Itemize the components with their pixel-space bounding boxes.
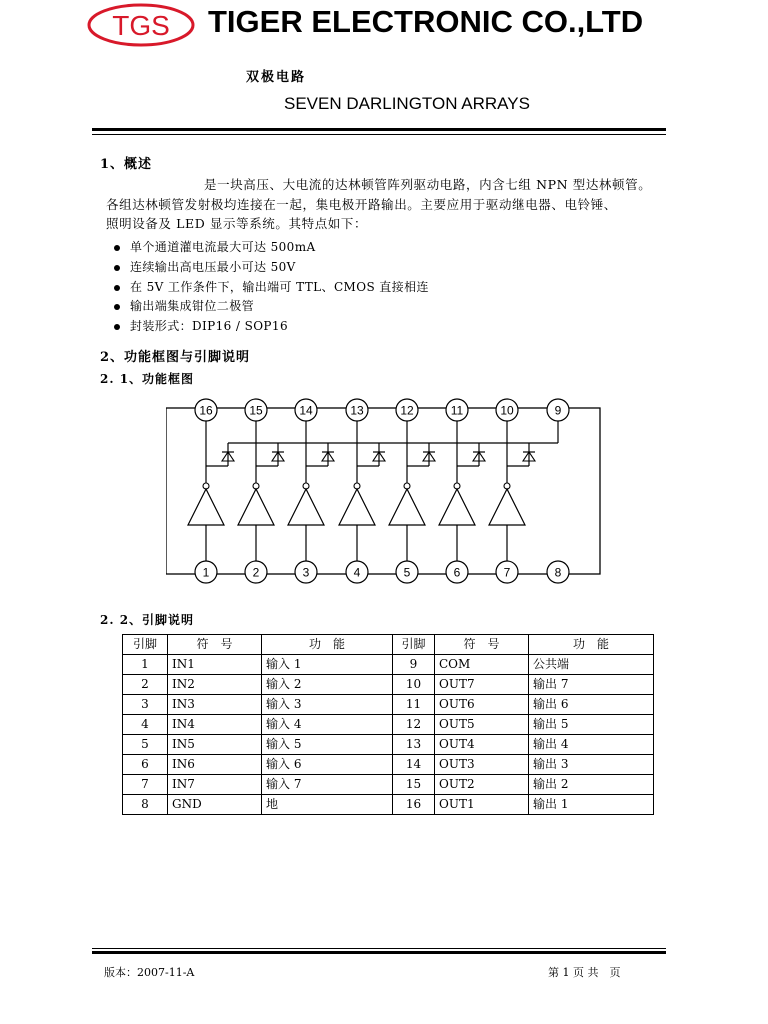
pin-function: 输入 1 xyxy=(262,655,393,675)
pin-number: 12 xyxy=(393,715,435,735)
header-divider-thick xyxy=(92,128,666,131)
table-header-row xyxy=(123,635,654,655)
pin-function: 输入 2 xyxy=(262,675,393,695)
header-cell: 符 号 xyxy=(435,635,529,655)
pin-number: 14 xyxy=(393,755,435,775)
pin-label: 10 xyxy=(500,403,514,418)
pin-symbol: OUT6 xyxy=(435,695,529,715)
pin-number: 1 xyxy=(123,655,168,675)
pin-table xyxy=(122,634,654,815)
table-row xyxy=(123,795,654,815)
pin-symbol: IN2 xyxy=(168,675,262,695)
pin-function: 输入 7 xyxy=(262,775,393,795)
header-cell: 引脚 xyxy=(393,635,435,655)
buffer-triangle xyxy=(489,489,525,525)
pin-number: 4 xyxy=(123,715,168,735)
pin-function: 地 xyxy=(262,795,393,815)
page-number: 第 1 页 共 页 xyxy=(548,966,621,979)
footer-divider-thin xyxy=(92,948,666,949)
header-cell: 引脚 xyxy=(123,635,168,655)
pin-function: 输出 5 xyxy=(529,715,654,735)
header-cell: 功 能 xyxy=(529,635,654,655)
tgs-logo xyxy=(86,2,196,48)
pin-number: 5 xyxy=(123,735,168,755)
pin-label: 9 xyxy=(554,403,562,418)
pin-symbol: OUT3 xyxy=(435,755,529,775)
pin-number: 8 xyxy=(123,795,168,815)
pin-label: 8 xyxy=(554,565,562,580)
list-item: 输出端集成钳位二极管 xyxy=(112,297,429,317)
pin-number: 7 xyxy=(123,775,168,795)
block-diagram xyxy=(166,394,602,590)
pin-symbol: IN3 xyxy=(168,695,262,715)
driver-channels xyxy=(188,421,558,561)
pin-function: 输入 4 xyxy=(262,715,393,735)
overview-line: 照明设备及 LED 显示等系统。其特点如下： xyxy=(106,216,368,231)
table-row xyxy=(123,735,654,755)
pin-label: 15 xyxy=(249,403,263,418)
pin-symbol: IN5 xyxy=(168,735,262,755)
list-item: 封装形式：DIP16 / SOP16 xyxy=(112,317,429,337)
list-item: 连续输出高电压最小可达 50V xyxy=(112,258,429,278)
pin-number: 9 xyxy=(393,655,435,675)
pin-label: 4 xyxy=(353,565,361,580)
top-pins xyxy=(195,399,569,421)
pin-label: 2 xyxy=(252,565,260,580)
buffer-triangle xyxy=(288,489,324,525)
pin-number: 10 xyxy=(393,675,435,695)
footer-divider-thick xyxy=(92,951,666,954)
pin-label: 12 xyxy=(400,403,414,418)
section2-1-heading: 2. 1、功能框图 xyxy=(100,372,195,386)
pin-label: 3 xyxy=(302,565,310,580)
company-name: TIGER ELECTRONIC CO.,LTD xyxy=(208,4,644,39)
subtitle-en: SEVEN DARLINGTON ARRAYS xyxy=(284,94,530,113)
pin-symbol: IN6 xyxy=(168,755,262,775)
overview-line: 各组达林顿管发射极均连接在一起，集电极开路输出。主要应用于驱动继电器、电铃锤、 xyxy=(106,196,617,212)
pin-number: 3 xyxy=(123,695,168,715)
table-row xyxy=(123,695,654,715)
header-cell: 功 能 xyxy=(262,635,393,655)
section2-2-heading: 2. 2、引脚说明 xyxy=(100,613,195,627)
pin-symbol: IN7 xyxy=(168,775,262,795)
version-label: 版本：2007-11-A xyxy=(104,966,195,979)
header-cell: 符 号 xyxy=(168,635,262,655)
pin-symbol: OUT1 xyxy=(435,795,529,815)
section1-heading: 1、概述 xyxy=(100,157,153,172)
pin-number: 13 xyxy=(393,735,435,755)
pin-symbol: COM xyxy=(435,655,529,675)
buffer-triangle xyxy=(389,489,425,525)
pin-label: 1 xyxy=(202,565,210,580)
pin-label: 7 xyxy=(503,565,511,580)
pin-function: 输入 5 xyxy=(262,735,393,755)
pin-function: 公共端 xyxy=(529,655,654,675)
pin-function: 输出 2 xyxy=(529,775,654,795)
feature-list xyxy=(112,238,429,337)
pin-number: 16 xyxy=(393,795,435,815)
table-row xyxy=(123,755,654,775)
pin-label: 6 xyxy=(453,565,461,580)
table-row xyxy=(123,675,654,695)
pin-label: 5 xyxy=(403,565,411,580)
table-row xyxy=(123,655,654,675)
pin-symbol: GND xyxy=(168,795,262,815)
pin-number: 2 xyxy=(123,675,168,695)
buffer-triangle xyxy=(439,489,475,525)
buffer-triangle xyxy=(188,489,224,525)
pin-number: 15 xyxy=(393,775,435,795)
overview-paragraph xyxy=(106,175,672,234)
pin-function: 输出 6 xyxy=(529,695,654,715)
buffer-triangle xyxy=(339,489,375,525)
subtitle-cn: 双极电路 xyxy=(246,70,307,85)
pin-function: 输出 7 xyxy=(529,675,654,695)
pin-number: 6 xyxy=(123,755,168,775)
package-outline xyxy=(166,408,600,574)
pin-number: 11 xyxy=(393,695,435,715)
pin-label: 16 xyxy=(199,403,213,418)
bottom-pins xyxy=(195,561,569,583)
pin-function: 输入 6 xyxy=(262,755,393,775)
pin-symbol: OUT2 xyxy=(435,775,529,795)
overview-line: 是一块高压、大电流的达林顿管阵列驱动电路，内含七组 NPN 型达林顿管。 xyxy=(204,177,652,192)
pin-symbol: IN1 xyxy=(168,655,262,675)
pin-label: 11 xyxy=(450,403,464,418)
pin-function: 输出 1 xyxy=(529,795,654,815)
pin-function: 输出 4 xyxy=(529,735,654,755)
section2-heading: 2、功能框图与引脚说明 xyxy=(100,350,251,365)
pin-label: 13 xyxy=(350,403,364,418)
header-divider-thin xyxy=(92,134,666,135)
pin-symbol: OUT4 xyxy=(435,735,529,755)
pin-symbol: IN4 xyxy=(168,715,262,735)
table-row xyxy=(123,715,654,735)
logo-text: TGS xyxy=(112,10,170,41)
pin-symbol: OUT7 xyxy=(435,675,529,695)
pin-symbol: OUT5 xyxy=(435,715,529,735)
list-item: 在 5V 工作条件下，输出端可 TTL、CMOS 直接相连 xyxy=(112,278,429,298)
pin-function: 输入 3 xyxy=(262,695,393,715)
buffer-triangle xyxy=(238,489,274,525)
pin-function: 输出 3 xyxy=(529,755,654,775)
table-row xyxy=(123,775,654,795)
pin-label: 14 xyxy=(299,403,313,418)
list-item: 单个通道灌电流最大可达 500mA xyxy=(112,238,429,258)
